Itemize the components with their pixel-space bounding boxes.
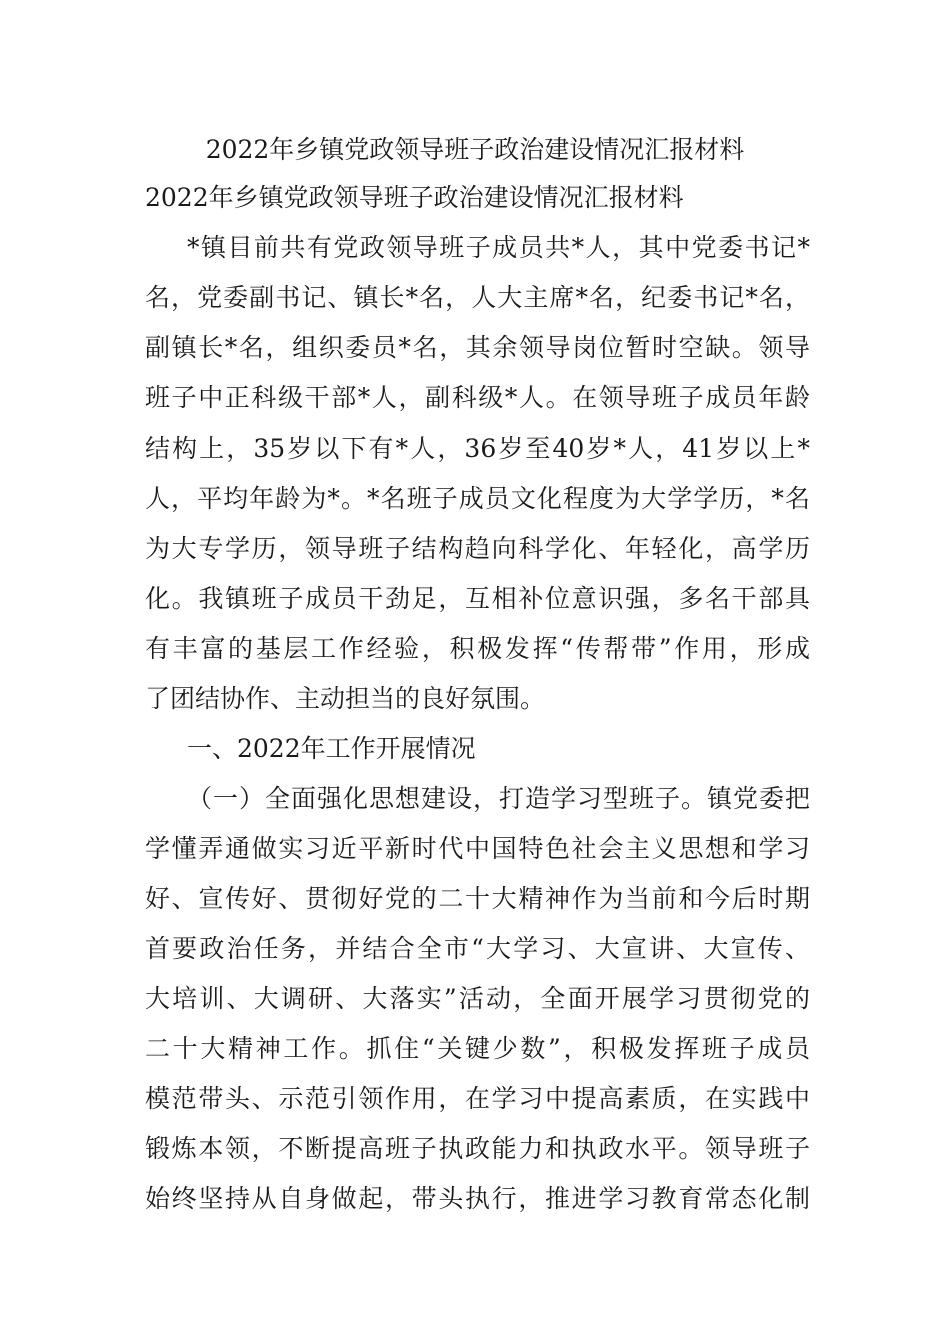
paragraph-line: 了团结协作、主动担当的良好氛围。 xyxy=(145,684,546,713)
paragraph-line: 模范带头、示范引领作用，在学习中提高素质，在实践中 xyxy=(145,1084,810,1113)
paragraph-line: 首要政治任务，并结合全市“大学习、大宣讲、大宣传、 xyxy=(145,934,810,963)
section-heading: 一、2022年工作开展情况 xyxy=(187,734,476,763)
paragraph-line: 有丰富的基层工作经验，积极发挥“传帮带”作用，形成 xyxy=(145,634,810,663)
paragraph-line: 好、宣传好、贯彻好党的二十大精神作为当前和今后时期 xyxy=(145,884,810,913)
paragraph-line: 名，党委副书记、镇长*名，人大主席*名，纪委书记*名， xyxy=(145,283,810,312)
paragraph-line: 学懂弄通做实习近平新时代中国特色社会主义思想和学习 xyxy=(145,834,810,863)
paragraph-line: （一）全面强化思想建设，打造学习型班子。镇党委把 xyxy=(187,784,810,813)
paragraph-line: *镇目前共有党政领导班子成员共*人，其中党委书记* xyxy=(187,233,810,262)
paragraph-line: 二十大精神工作。抓住“关键少数”，积极发挥班子成员 xyxy=(145,1034,810,1063)
document-title: 2022年乡镇党政领导班子政治建设情况汇报材料 xyxy=(205,135,745,164)
paragraph-line: 班子中正科级干部*人，副科级*人。在领导班子成员年龄 xyxy=(145,383,810,412)
paragraph-line: 大培训、大调研、大落实”活动，全面开展学习贯彻党的 xyxy=(145,984,810,1013)
paragraph-line: 化。我镇班子成员干劲足，互相补位意识强，多名干部具 xyxy=(145,584,810,613)
paragraph-line: 副镇长*名，组织委员*名，其余领导岗位暂时空缺。领导 xyxy=(145,333,810,362)
paragraph-line: 结构上，35岁以下有*人，36岁至40岁*人，41岁以上* xyxy=(145,434,810,463)
paragraph-line: 人，平均年龄为*。*名班子成员文化程度为大学学历，*名 xyxy=(145,484,810,513)
document-subtitle: 2022年乡镇党政领导班子政治建设情况汇报材料 xyxy=(145,183,684,212)
paragraph-line: 始终坚持从自身做起，带头执行，推进学习教育常态化制 xyxy=(145,1184,810,1213)
paragraph-line: 为大专学历，领导班子结构趋向科学化、年轻化，高学历 xyxy=(145,534,810,563)
paragraph-line: 锻炼本领，不断提高班子执政能力和执政水平。领导班子 xyxy=(145,1134,810,1163)
